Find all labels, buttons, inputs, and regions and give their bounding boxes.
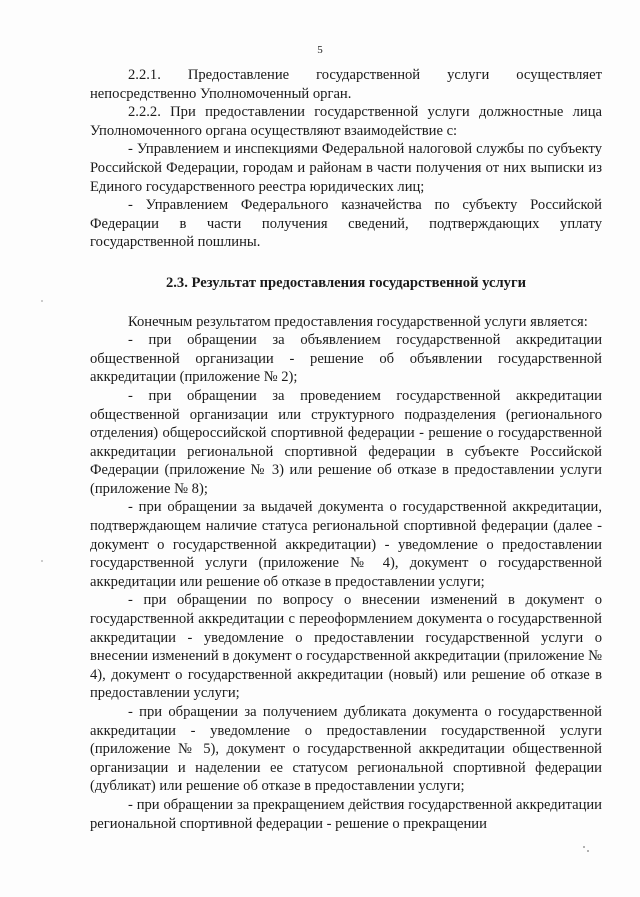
- scan-speck: [41, 560, 43, 562]
- page-number: 5: [317, 44, 323, 56]
- paragraph-result-termination: - при обращении за прекращением действия государственной аккредитации региональной спортивной федерации - решение о прекращении: [90, 796, 602, 832]
- paragraph-2-2-2: 2.2.2. При предоставлении государственной услуги должностные лица Уполномоченного органа осуществляют взаимодействие с:: [90, 104, 602, 139]
- scan-speck: [41, 300, 43, 302]
- paragraph-treasury: - Управлением Федерального казначейства по субъекту Российской Федерации в части получения сведений, подтверждающих уплату государственной пошлины.: [90, 197, 602, 251]
- scan-speck: [587, 850, 589, 852]
- paragraph-2-2-1: 2.2.1. Предоставление государственной услуги осуществляет непосредственно Уполномоченный орган.: [90, 67, 602, 102]
- section-heading: 2.3. Результат предоставления государственной услуги: [165, 274, 527, 291]
- paragraph-result-intro: Конечным результатом предоставления государственной услуги является:: [128, 313, 588, 330]
- paragraph-result-changes: - при обращении по вопросу о внесении изменений в документ о государственной аккредитации с переоформлением документа о государственной аккредитации - уведомление о предоставлении государственной услуги о внесении изменений в документ о государственной аккредитации (приложение № 4), документ о государственной аккредитации (новый) или решение об отказе в предоставлении услуги;: [90, 592, 602, 702]
- paragraph-tax-service: - Управлением и инспекциями Федеральной налоговой службы по субъекту Российской Федерации, городам и районам в части получения от них выписки из Единого государственного реестра юридических лиц;: [90, 141, 602, 195]
- paragraph-result-announcement: - при обращении за объявлением государственной аккредитации общественной организации - решение об объявлении государственной аккредитации (приложение № 2);: [90, 332, 602, 386]
- scan-speck: [583, 846, 585, 848]
- document-body: [90, 66, 602, 833]
- paragraph-result-duplicate: - при обращении за получением дубликата документа о государственной аккредитации - уведомление о предоставлении государственной услуги (приложение № 5), документ о государственной аккредитации общественной организации и наделении ее статусом региональной спортивной федерации (дубликат) или решение об отказе в предоставлении услуги;: [90, 704, 602, 795]
- paragraph-result-document-issue: - при обращении за выдачей документа о государственной аккредитации, подтверждающем наличие статуса региональной спортивной федерации (далее - документ о государственной аккредитации) - уведомление о предоставлении государственной услуги (приложение № 4), документ о государственной аккредитации или решение об отказе в предоставлении услуги;: [90, 499, 602, 590]
- paragraph-result-accreditation: - при обращении за проведением государственной аккредитации общественной организации или структурного подразделения (регионального отделения) общероссийской спортивной федерации - решение о государственной аккредитации региональной спортивной федерации в субъекте Российской Федерации (приложение № 3) или решение об отказе в предоставлении услуги (приложение № 8);: [90, 387, 602, 497]
